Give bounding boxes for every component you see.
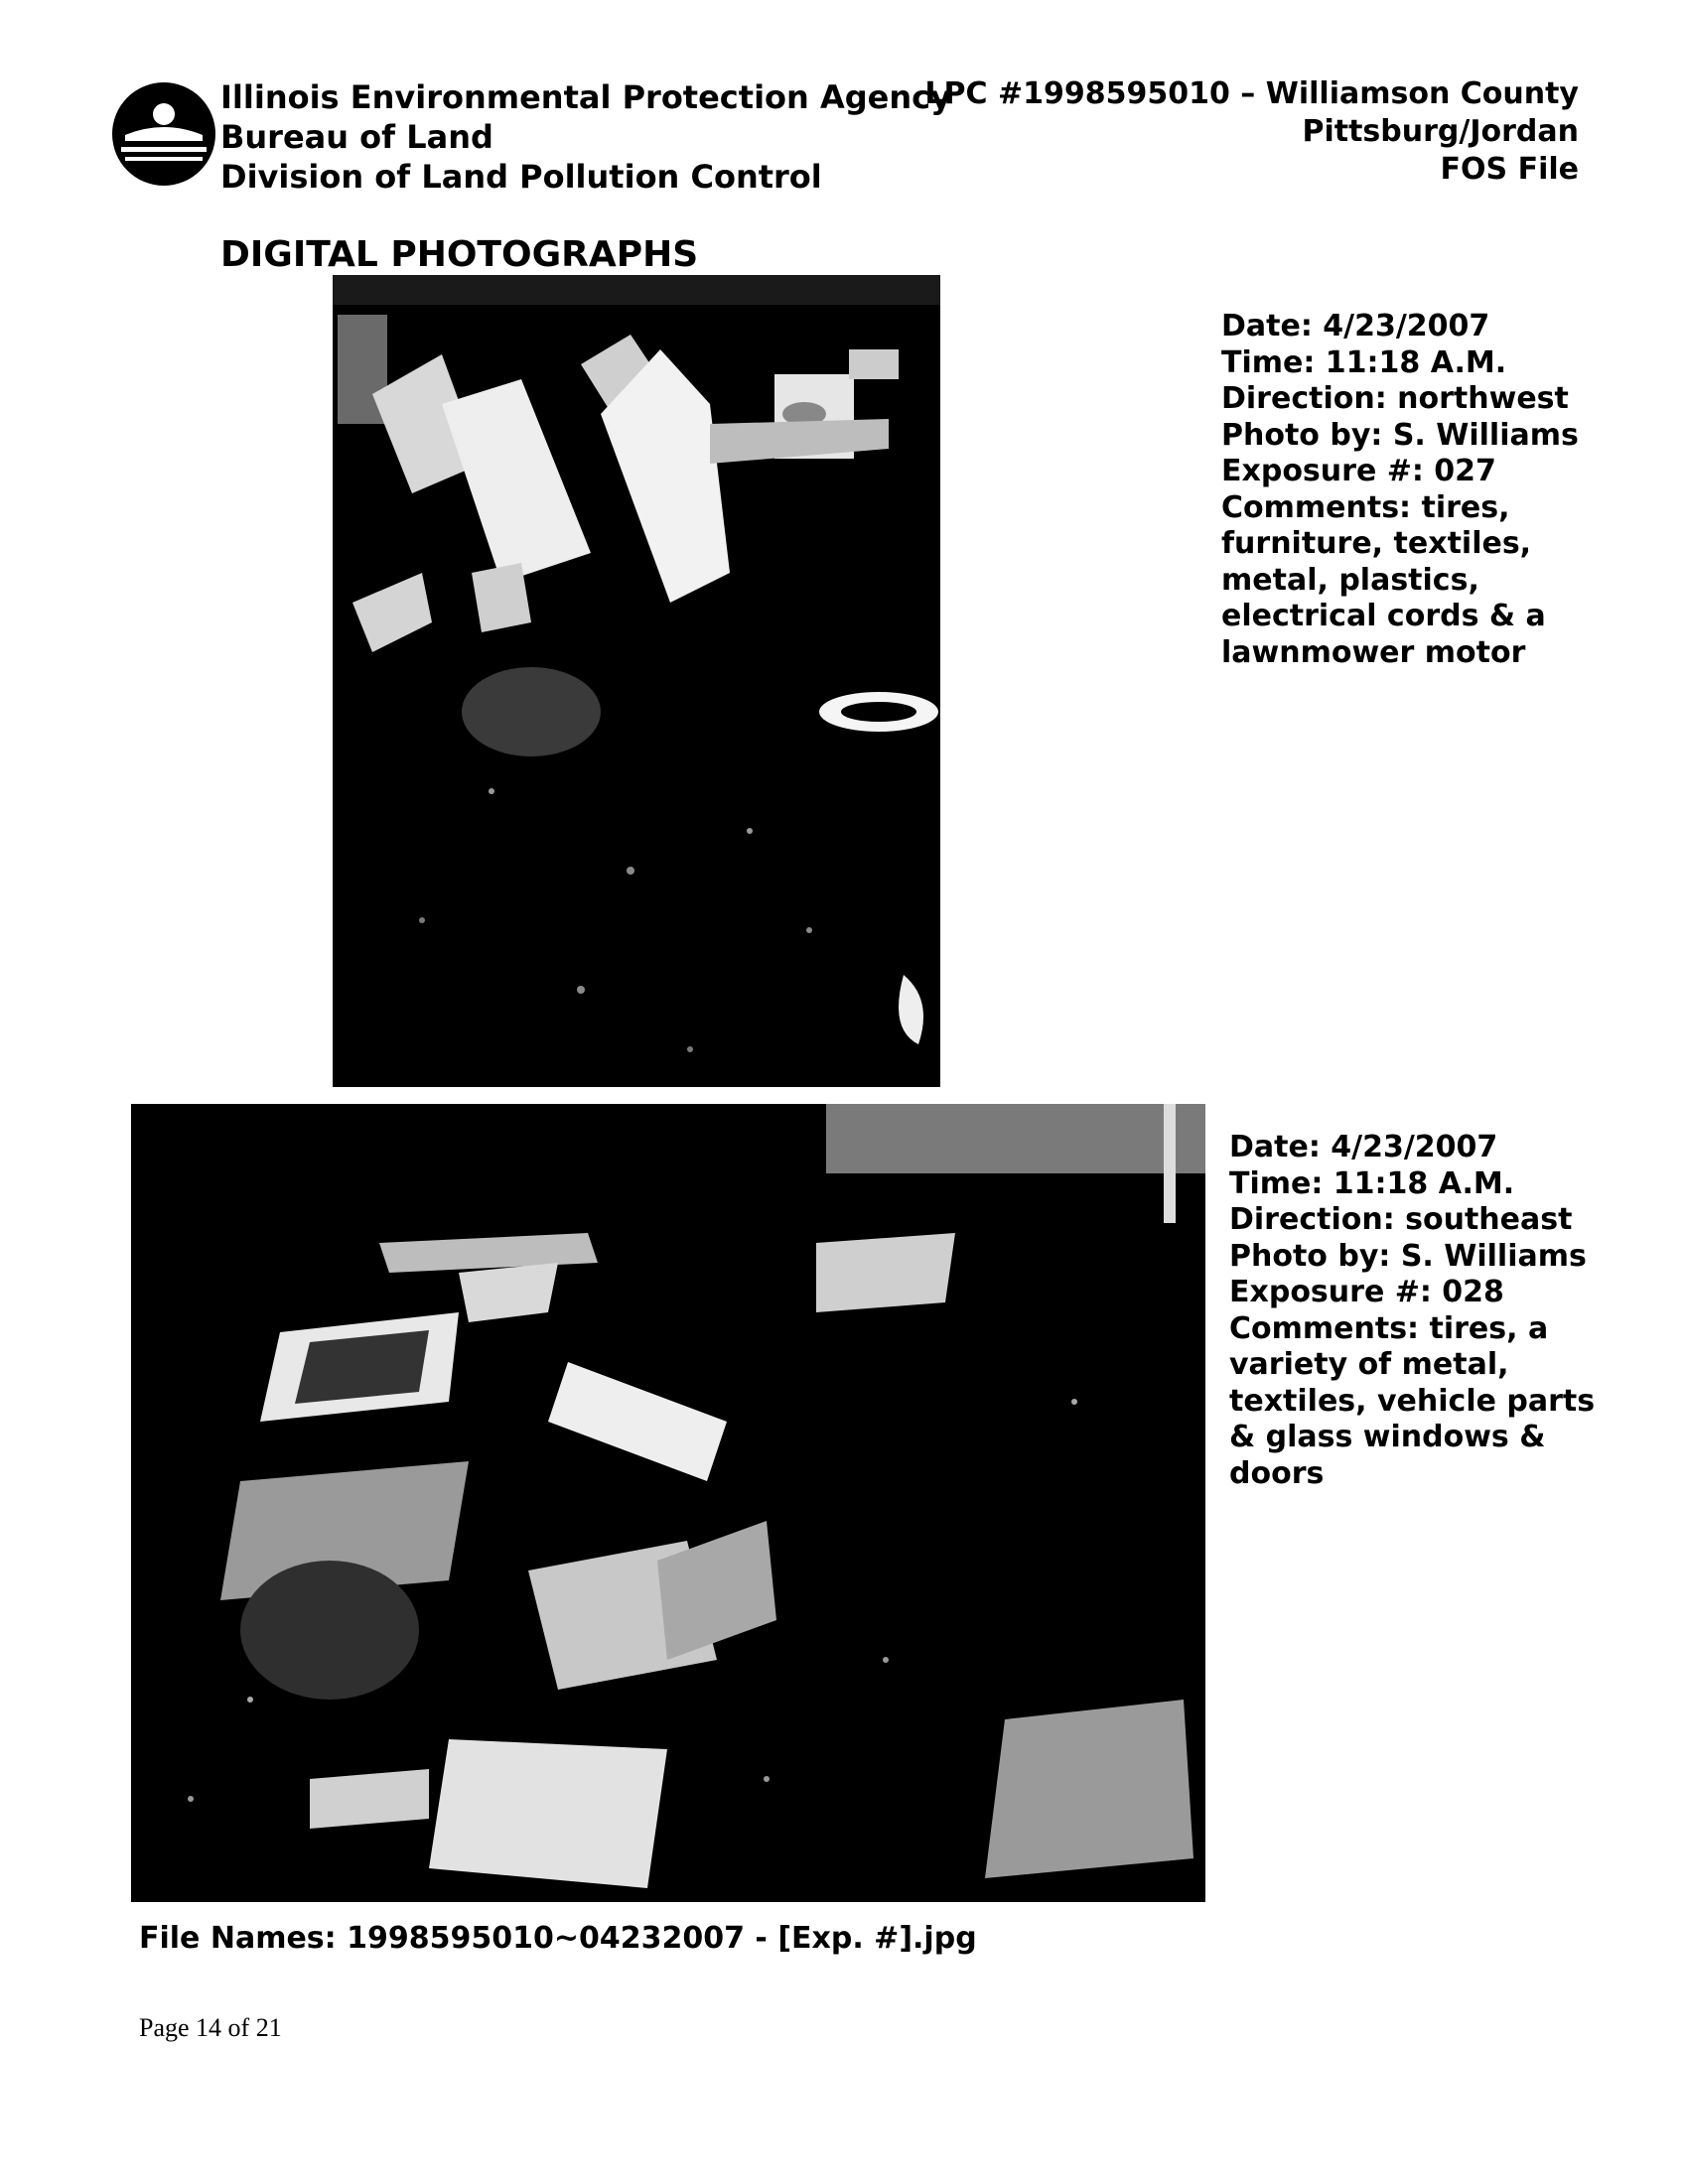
photo-1-comments-line-3: metal, plastics,	[1221, 562, 1479, 598]
lpc-block	[924, 75, 1579, 189]
site-name: Pittsburg/Jordan	[1302, 114, 1579, 149]
lpc-number: LPC #1998595010 – Williamson County	[924, 76, 1579, 111]
photo-2	[131, 1104, 1205, 1902]
photo-1-caption	[1221, 309, 1579, 671]
photo-1-comments-line-5: lawnmower motor	[1221, 634, 1526, 670]
photo-2-exposure: Exposure #: 028	[1229, 1275, 1504, 1309]
photo-2-comments-line-3: textiles, vehicle parts	[1229, 1383, 1596, 1419]
photo-1	[333, 275, 940, 1087]
photo-2-comments-line-2: variety of metal,	[1229, 1347, 1509, 1382]
photo-1-comments-line-2: furniture, textiles,	[1221, 526, 1532, 561]
photo-2-comments: Comments: tires, a	[1229, 1310, 1549, 1346]
photo-2-photographer: Photo by: S. Williams	[1229, 1238, 1587, 1274]
agency-name: Illinois Environmental Protection Agency	[220, 78, 951, 116]
page-title: DIGITAL PHOTOGRAPHS	[220, 234, 699, 275]
illinois-epa-logo	[111, 81, 216, 187]
photo-2-direction: Direction: southeast	[1229, 1202, 1573, 1237]
photo-2-date: Date: 4/23/2007	[1229, 1130, 1498, 1164]
photo-2-time: Time: 11:18 A.M.	[1229, 1165, 1515, 1201]
photo-2-comments-line-5: doors	[1229, 1455, 1325, 1491]
photo-1-time: Time: 11:18 A.M.	[1221, 344, 1507, 380]
photo-1-comments-line-4: electrical cords & a	[1221, 599, 1546, 633]
bureau-name: Bureau of Land	[220, 118, 493, 156]
agency-block	[220, 77, 951, 197]
file-names: File Names: 1998595010~04232007 - [Exp. #].jpg	[139, 1921, 977, 1956]
photo-1-direction: Direction: northwest	[1221, 381, 1569, 416]
photo-1-date: Date: 4/23/2007	[1221, 309, 1490, 343]
photo-1-exposure: Exposure #: 027	[1221, 454, 1496, 488]
page-number: Page 14 of 21	[139, 2013, 282, 2042]
photo-1-photographer: Photo by: S. Williams	[1221, 417, 1579, 453]
photo-1-comments: Comments: tires,	[1221, 489, 1510, 525]
file-type: FOS File	[1440, 152, 1579, 187]
division-name: Division of Land Pollution Control	[220, 158, 822, 196]
photo-2-comments-line-4: & glass windows &	[1229, 1420, 1546, 1454]
photo-2-caption	[1229, 1130, 1595, 1492]
